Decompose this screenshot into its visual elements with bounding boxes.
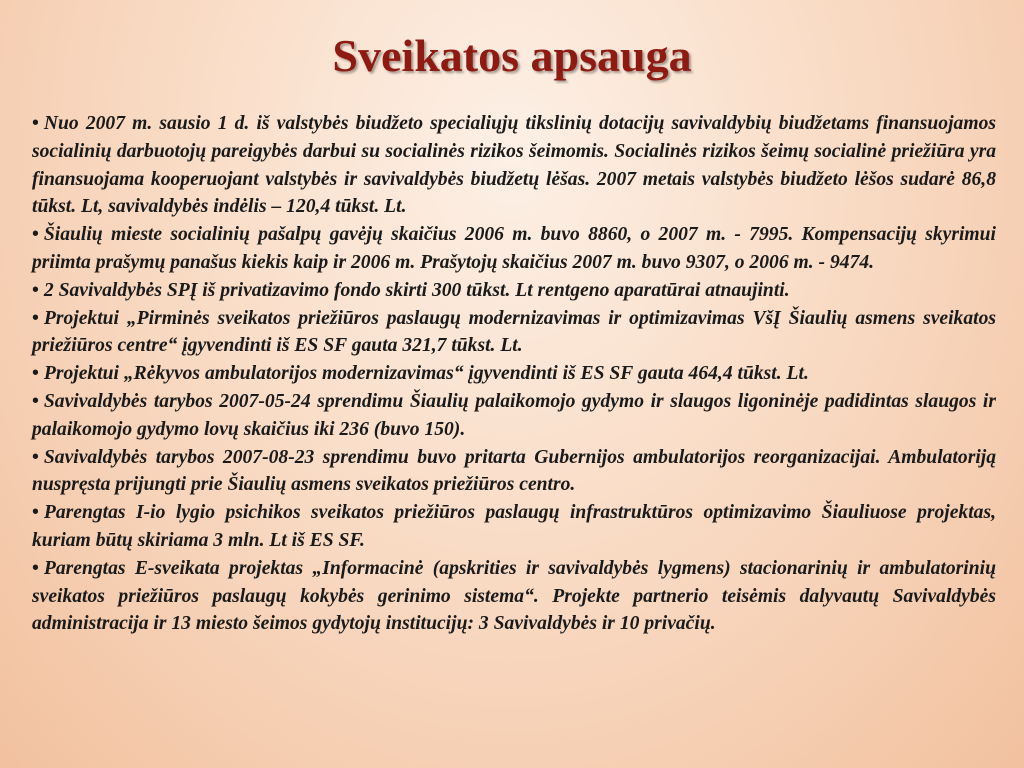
bullet-item (32, 277, 996, 305)
bullet-mark: • (32, 279, 39, 301)
bullet-text: Projektui „Rėkyvos ambulatorijos modernizavimas“ įgyvendinti iš ES SF gauta 464,4 tūkst. Lt. (43, 363, 809, 385)
bullet-item (32, 555, 996, 638)
bullet-mark: • (32, 502, 39, 524)
bullet-item (32, 360, 996, 388)
bullet-item (32, 444, 996, 500)
bullet-text: Nuo 2007 m. sausio 1 d. iš valstybės biudžeto specialiųjų tikslinių dotacijų savivaldybių biudžetams finansuojamos socialinių darbuotojų pareigybės darbui su socialinės rizikos šeimomis. Socialinės rizikos šeimų socialinė priežiūra yra finansuojama kooperuojant valstybės ir savivaldybės biudžetų lėšas. 2007 metais valstybės biudžeto lėšos sudarė 86,8 tūkst. Lt, savivaldybės indėlis – 120,4 tūkst. Lt. (32, 113, 996, 218)
bullet-text: 2 Savivaldybės SPĮ iš privatizavimo fondo skirti 300 tūkst. Lt rentgeno aparatūrai atnaujinti. (43, 279, 790, 301)
bullet-mark: • (32, 224, 39, 246)
bullet-text: Savivaldybės tarybos 2007-05-24 sprendimu Šiaulių palaikomojo gydymo ir slaugos ligoninėje padidintas slaugos ir palaikomojo gydymo lovų skaičius iki 236 (buvo 150). (32, 390, 996, 440)
bullet-list (32, 110, 996, 638)
bullet-text: Parengtas E-sveikata projektas „Informacinė (apskrities ir savivaldybės lygmens) stacionarinių ir ambulatorinių sveikatos priežiūros paslaugų kokybės gerinimo sistema“. Projekte partnerio teisėmis dalyvautų Savivaldybės administracija ir 13 miesto šeimos gydytojų institucijų: 3 Savivaldybės ir 10 privačių. (32, 557, 996, 635)
bullet-text: Projektui „Pirminės sveikatos priežiūros paslaugų modernizavimas ir optimizavimas VšĮ Šiaulių asmens sveikatos priežiūros centre“ įgyvendinti iš ES SF gauta 321,7 tūkst. Lt. (32, 307, 996, 357)
bullet-mark: • (32, 363, 39, 385)
bullet-text: Savivaldybės tarybos 2007-08-23 sprendimu buvo pritarta Gubernijos ambulatorijos reorganizacijai. Ambulatoriją nuspręsta prijungti prie Šiaulių asmens sveikatos priežiūros centro. (32, 446, 996, 496)
bullet-mark: • (32, 113, 39, 134)
bullet-mark: • (32, 307, 39, 329)
bullet-item (32, 221, 996, 277)
bullet-mark: • (32, 390, 39, 412)
bullet-item (32, 499, 996, 555)
bullet-item (32, 110, 996, 221)
bullet-text: Šiaulių mieste socialinių pašalpų gavėjų skaičius 2006 m. buvo 8860, o 2007 m. - 7995. Kompensacijų skyrimui priimta prašymų panašus kiekis kaip ir 2006 m. Prašytojų skaičius 2007 m. buvo 9307, o 2006 m. - 9474. (32, 224, 996, 273)
slide-title: Sveikatos apsauga (332, 30, 692, 81)
bullet-mark: • (32, 557, 39, 579)
bullet-mark: • (32, 446, 39, 468)
bullet-text: Parengtas I-io lygio psichikos sveikatos priežiūros paslaugų infrastruktūros optimizavimo Šiauliuose projektas, kuriam būtų skiriama 3 mln. Lt iš ES SF. (32, 502, 996, 551)
bullet-item (32, 305, 996, 361)
bullet-item (32, 388, 996, 444)
